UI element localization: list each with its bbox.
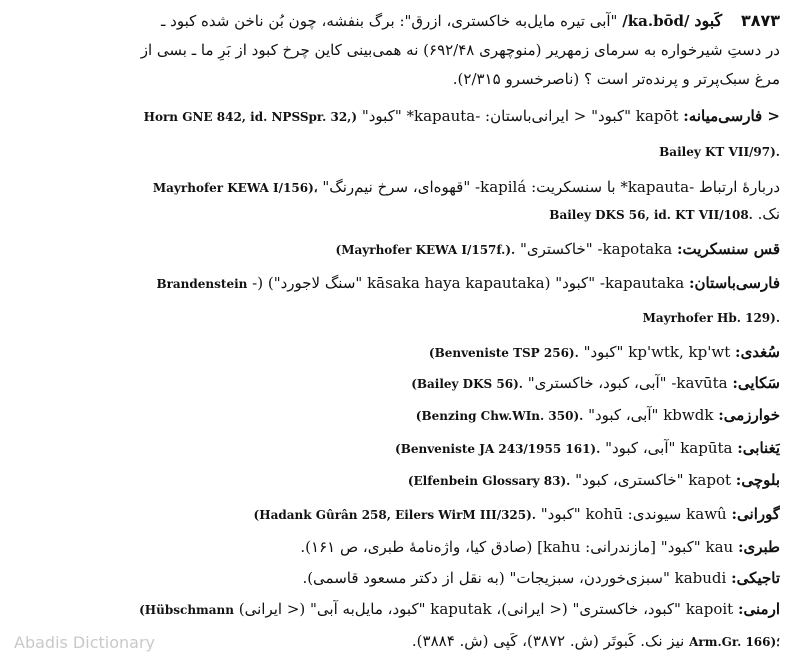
etymology-reference: Bailey KT VII/97).: [659, 145, 780, 159]
etymology-language: تاجیکی:: [731, 569, 780, 587]
definition-text: مرغ سبک‌پرتر و پرنده‌تر است ؟ (ناصرخسرو ۲/۳۱۵).: [452, 70, 780, 88]
etymology-gloss: "کبود" (kāsaka haya kapautaka "سنگ لاجورد") (-: [252, 274, 596, 292]
etymology-gurani: [100, 503, 780, 526]
etymology-language: طبری:: [737, 538, 780, 556]
etymology-word: -kapilá: [475, 178, 527, 196]
etymology-saka: [100, 372, 780, 395]
etymology-ref-line: [100, 140, 780, 163]
etymology-sanskrit-relation: [14, 176, 780, 199]
etymology-language: ارمنی:: [737, 600, 780, 618]
etymology-reference: (Elfenbein Glossary 83).: [407, 474, 571, 488]
etymology-gloss: "کبود": [583, 343, 624, 361]
watermark-text: Abadis Dictionary: [14, 633, 155, 652]
etymology-word: kbwdk: [663, 406, 714, 424]
etymology-reference: (Benveniste TSP 256).: [428, 346, 579, 360]
etymology-language: سَکایی:: [732, 374, 780, 392]
etymology-word: kapoit: [685, 600, 734, 618]
etymology-reference: (Benveniste JA 243/1955 161).: [395, 442, 601, 456]
etymology-word: -kavūta: [671, 374, 728, 392]
etymology-gloss: "کبود" < ایرانی‌باستان: -kapauta* "کبود": [361, 107, 631, 125]
etymology-gloss: "کبود" [مازندرانی: kahu] (صادق کیا، واژه‌نامهٔ طبری، ص ۱۶۱).: [300, 538, 701, 556]
etymology-reference: (Hübschmann: [139, 603, 234, 617]
etymology-gloss: سیوندی: kohū "کبود": [540, 505, 682, 523]
etymology-reference: (Bailey DKS 56).: [411, 377, 523, 391]
etymology-gloss: "آبی، کبود": [588, 406, 659, 424]
etymology-reference: (Hadank Gûrân 258, Eilers WirM III/325).: [253, 508, 536, 522]
etymology-gloss: "خاکستری": [519, 240, 593, 258]
etymology-language: خوارزمی:: [718, 406, 780, 424]
etymology-gloss: نیز نک. کَبوتَر (ش. ۳۸۷۲)، کَپی (ش. ۳۸۸۴).: [411, 632, 685, 650]
etymology-see-line: [100, 203, 780, 226]
etymology-middle-persian: [14, 105, 780, 128]
etymology-armenian: [14, 598, 780, 621]
etymology-word: kapot: [688, 471, 732, 489]
entry-definition: "آبی تیره مایل‌به خاکستری، ازرق": برگ بنفشه، چون بُن ناخن شده کبود ـ: [161, 12, 618, 30]
etymology-word: kp'wtk, kp'wt: [628, 343, 731, 361]
etymology-language: قس سنسکریت:: [677, 240, 780, 258]
etymology-khwarezmian: [100, 404, 780, 427]
entry-number: ۳۸۷۳: [740, 11, 780, 30]
etymology-language: بلوچی:: [735, 471, 780, 489]
definition-line-2: [14, 39, 780, 61]
etymology-gloss: "خاکستری، کبود": [575, 471, 684, 489]
etymology-sogdian: [100, 341, 780, 364]
etymology-language: < فارسی‌میانه:: [683, 107, 780, 125]
etymology-reference: (Mayrhofer KEWA I/157f.).: [335, 243, 516, 257]
definition-line-3: [14, 68, 780, 90]
etymology-language: دربارهٔ ارتباط -kapauta* با سنسکریت:: [531, 178, 780, 196]
etymology-ref-line: [100, 306, 780, 329]
etymology-word: kawû: [686, 505, 727, 523]
etymology-word: kabudi: [674, 569, 727, 587]
etymology-language: گورانی:: [731, 505, 780, 523]
entry-transcription: /ka.bōd/: [622, 12, 690, 30]
etymology-sanskrit: [100, 238, 780, 261]
etymology-armenian-continued: [180, 630, 780, 653]
etymology-gloss: "کبود، خاکستری" (< ایرانی)، kaputak "کبود، مایل‌به آبی" (< ایرانی): [238, 600, 681, 618]
etymology-gloss: "آبی، کبود، خاکستری": [527, 374, 667, 392]
etymology-word: -kapotaka: [597, 240, 673, 258]
etymology-reference: Brandenstein: [156, 277, 248, 291]
etymology-reference: (Benzing Chw.WIn. 350).: [415, 409, 584, 423]
entry-header-line: [14, 10, 780, 32]
etymology-old-persian: [14, 272, 780, 295]
etymology-reference: Mayrhofer KEWA I/156)،: [152, 181, 318, 195]
etymology-word: kau: [705, 538, 734, 556]
etymology-tabari: [100, 536, 780, 558]
etymology-language: یَغنابی:: [737, 439, 780, 457]
etymology-gloss: "قهوه‌ای، سرخ نیم‌رنگ": [322, 178, 471, 196]
etymology-language: فارسی‌باستان:: [688, 274, 780, 292]
etymology-word: kapōt: [635, 107, 679, 125]
etymology-word: -kapautaka: [599, 274, 685, 292]
etymology-reference: Arm.Gr. 166)؛: [689, 635, 780, 649]
etymology-reference: Bailey DKS 56, id. KT VII/108.: [549, 208, 753, 222]
etymology-reference: Horn GNE 842, id. NPSSpr. 32,): [143, 110, 358, 124]
entry-headword: کَبود: [694, 11, 723, 30]
etymology-tajik: [100, 567, 780, 589]
definition-text: در دستِ شیرخواره به سرمای زمهریر (منوچهری ۶۹۲/۴۸) نه همی‌بینی کاین چرخ کبود از بَرِ ما ـ بسی از: [140, 41, 780, 59]
etymology-language: سُغدی:: [735, 343, 780, 361]
etymology-reference: Mayrhofer Hb. 129).: [642, 311, 780, 325]
etymology-gloss: "آبی، کبود": [605, 439, 676, 457]
etymology-language: نک.: [757, 205, 780, 223]
etymology-yaghnobi: [100, 437, 780, 460]
etymology-word: kapūta: [680, 439, 733, 457]
etymology-balochi: [100, 469, 780, 492]
etymology-gloss: "سبزی‌خوردن، سبزیجات" (به نقل از دکتر مسعود قاسمی).: [302, 569, 670, 587]
